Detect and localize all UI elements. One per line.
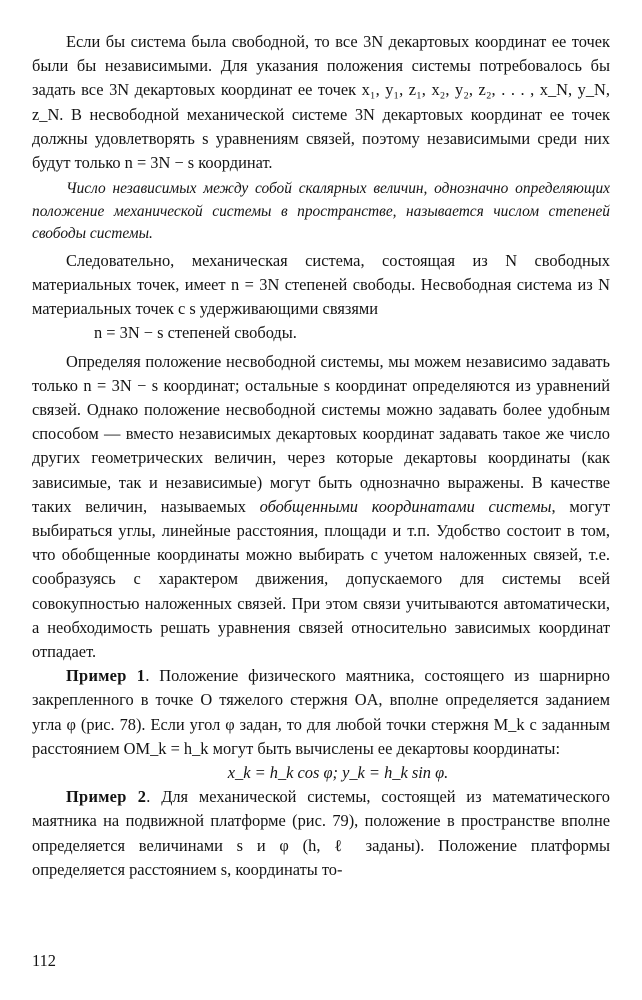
definition-degrees-of-freedom: Число независимых между собой скалярных величин, однозначно определяющих положение механической системы в пространстве, называется числом степеней свободы системы. [32, 180, 610, 243]
example-1 [32, 664, 610, 761]
example-2-label: Пример 2 [66, 787, 147, 807]
example-1-formula: x_k = h_k cos φ; y_k = h_k sin φ. [227, 762, 449, 782]
paragraph-generalized-coordinates [32, 350, 610, 665]
example-2 [32, 785, 610, 882]
page-number: 112 [32, 951, 56, 970]
example-1-text: . Положение физического маятника, состоящего из шарнирно закрепленного в точке O тяжелого стержня OA, вполне определяется заданием угла φ (рис. 78). Если угол φ задан, то для любой точки стержня M_k с заданным расстоянием OM_k = h_k могут быть вычислены ее декартовы координаты: [32, 666, 610, 758]
page-body [32, 30, 610, 882]
generalized-coordinates-text-1: Определяя положение несвободной системы, мы можем независимо задавать только n = 3N − s координат; остальные s координат определяются из уравнений связей. Однако положение несвободной системы можно задавать более удобным способом — вместо независимых декартовых координат задавать такое же число других геометрических величин, через которые декартовы координаты (как зависимые, так и независимые) могут быть однозначно выражены. В качестве таких величин, называемых [32, 351, 610, 516]
generalized-coordinates-term: обобщенными координатами системы [259, 496, 552, 516]
formula-degrees-of-freedom: n = 3N − s степеней свободы. [94, 323, 297, 343]
paragraph-intro: Если бы система была свободной, то все 3N декартовых координат ее точек были бы независимыми. Для указания положения системы потребовалось бы задать все 3N декартовых координат ее точек x₁, y₁, z₁, x₂, y₂, z₂, . . . , x_N, y_N, z_N. В несвободной механической системе 3N декартовых координат ее точек должны удовлетворять s уравнениям связей, поэтому независимыми среди них будут только n = 3N − s координат. [32, 32, 610, 173]
generalized-coordinates-text-2: , могут выбираться углы, линейные расстояния, площади и т.п. Удобство состоит в том, что обобщенные координаты можно выбирать с учетом наложенных связей, т.е. сообразуясь с характером движения, допускаемого для системы всей совокупностью наложенных связей. При этом связи учитываются автоматически, а необходимость решать уравнения связей относительно зависимых координат отпадает. [32, 496, 611, 661]
example-2-text: . Для механической системы, состоящей из математического маятника на подвижной платформе (рис. 79), положение в пространстве вполне определяется величинами s и φ (h, ℓ заданы). Положение платформы определяется расстоянием s, координаты то- [32, 787, 610, 879]
example-1-label: Пример 1 [66, 666, 146, 686]
paragraph-consequence: Следовательно, механическая система, состоящая из N свободных материальных точек, имеет n = 3N степеней свободы. Несвободная система из N материальных точек с s удерживающими связями [32, 250, 610, 319]
